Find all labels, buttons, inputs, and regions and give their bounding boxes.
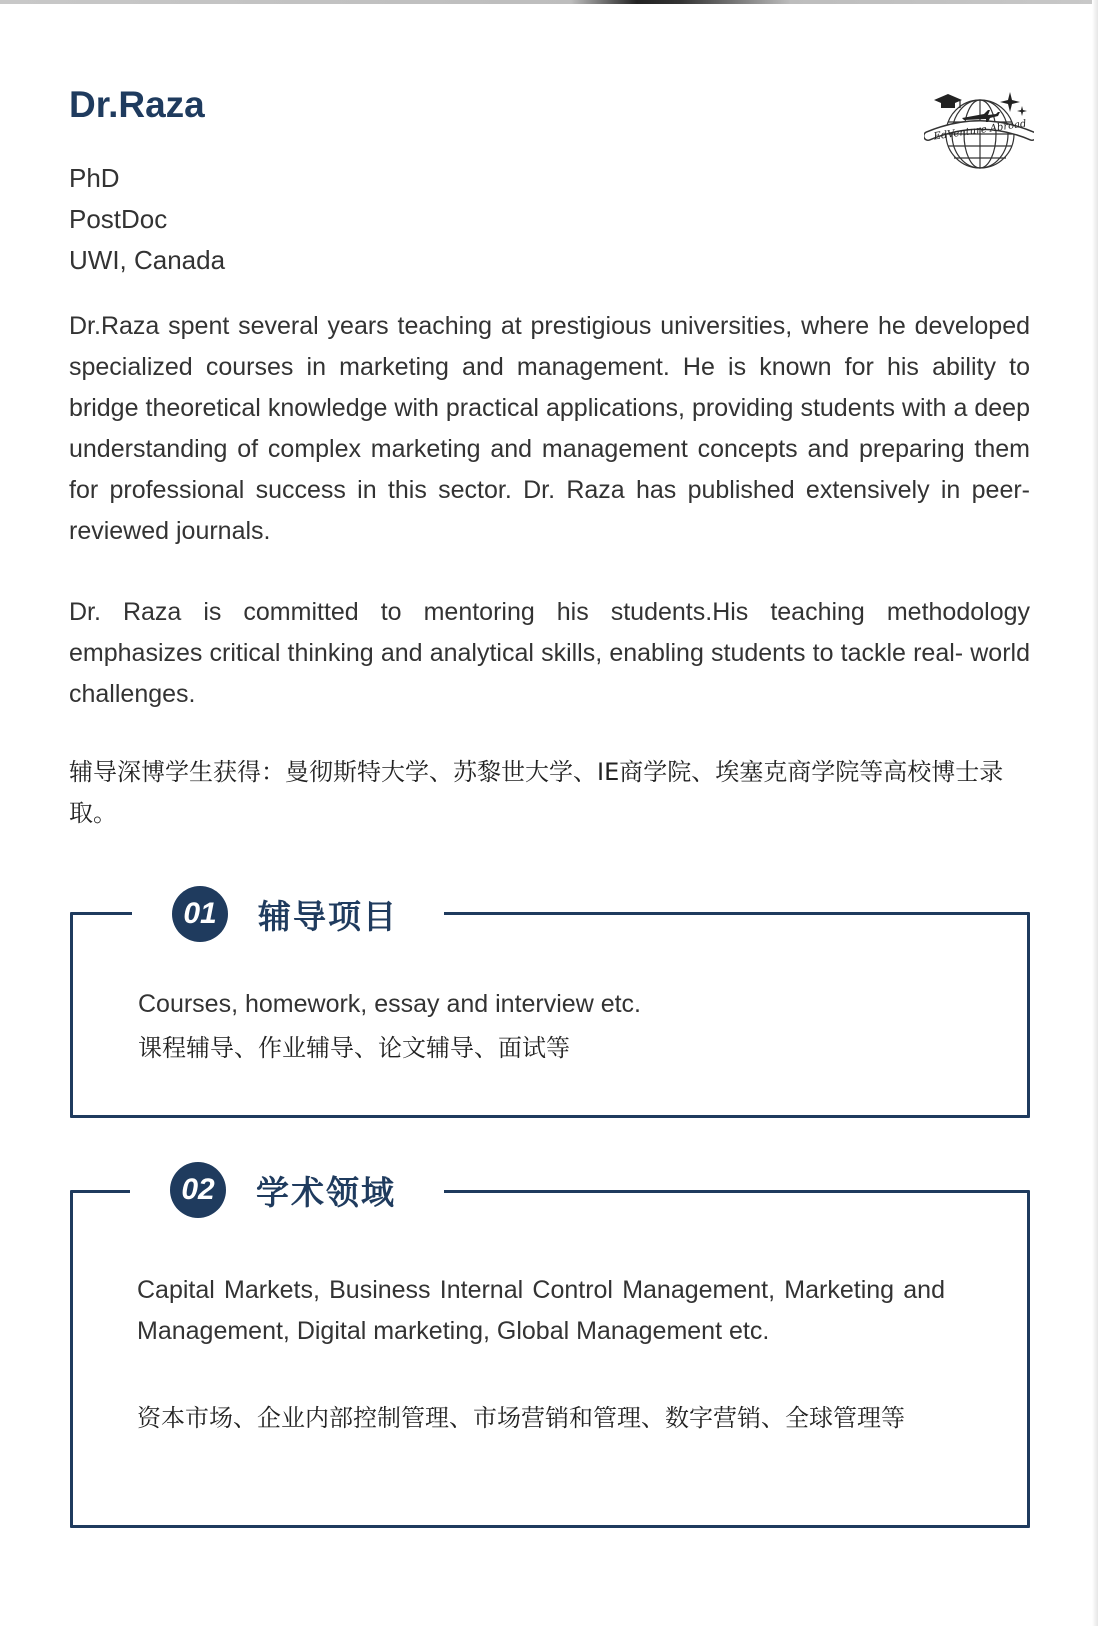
page-edge-shadow (1092, 0, 1098, 1626)
logo-text: EdVenture Abroad (933, 118, 1028, 143)
credential-degree: PhD (69, 163, 120, 193)
credentials-list (69, 158, 225, 281)
section-number-badge: 01 (172, 886, 228, 942)
tutoring-services-cn: 课程辅导、作业辅导、论文辅导、面试等 (138, 1034, 570, 1062)
top-strip (0, 0, 1098, 4)
research-areas-en: Capital Markets, Business Internal Control Management, Marketing and Management, Digital marketing, Global Management etc. (137, 1276, 945, 1345)
section-number-badge: 02 (170, 1162, 226, 1218)
research-areas-cn: 资本市场、企业内部控制管理、市场营销和管理、数字营销、全球管理等 (137, 1404, 905, 1432)
credential-institution: UWI, Canada (69, 245, 226, 275)
bio-paragraph-1: Dr.Raza spent several years teaching at prestigious universities, where he developed specialized courses in marketing and management. He is known for his ability to bridge theoretical knowledge with practical applications, providing students with a deep understanding of complex marketing and management concepts and preparing them for professional success in this sector. Dr. Raza has published extensively in peer-reviewed journals. (69, 312, 1030, 545)
section-title: 辅导项目 (258, 896, 398, 936)
section-header-research-areas (130, 1160, 444, 1220)
tutoring-services-en: Courses, homework, essay and interview etc. (138, 990, 641, 1018)
credential-postdoc: PostDoc (69, 204, 168, 234)
profile-name: Dr.Raza (69, 84, 205, 125)
section-title: 学术领域 (256, 1172, 396, 1212)
graduation-cap-icon (934, 94, 962, 108)
sparkle-icon (1000, 92, 1027, 116)
bio-paragraph-2: Dr. Raza is committed to mentoring his students.His teaching methodology emphasizes critical thinking and analytical skills, enabling students to tackle real- world challenges. (69, 598, 1030, 708)
section-box-research-areas (70, 1190, 1030, 1528)
section-header-tutoring (132, 884, 444, 944)
edventure-abroad-logo (924, 86, 1034, 176)
admission-note: 辅导深博学生获得：曼彻斯特大学、苏黎世大学、IE商学院、埃塞克商学院等高校博士录取。 (69, 758, 1004, 827)
